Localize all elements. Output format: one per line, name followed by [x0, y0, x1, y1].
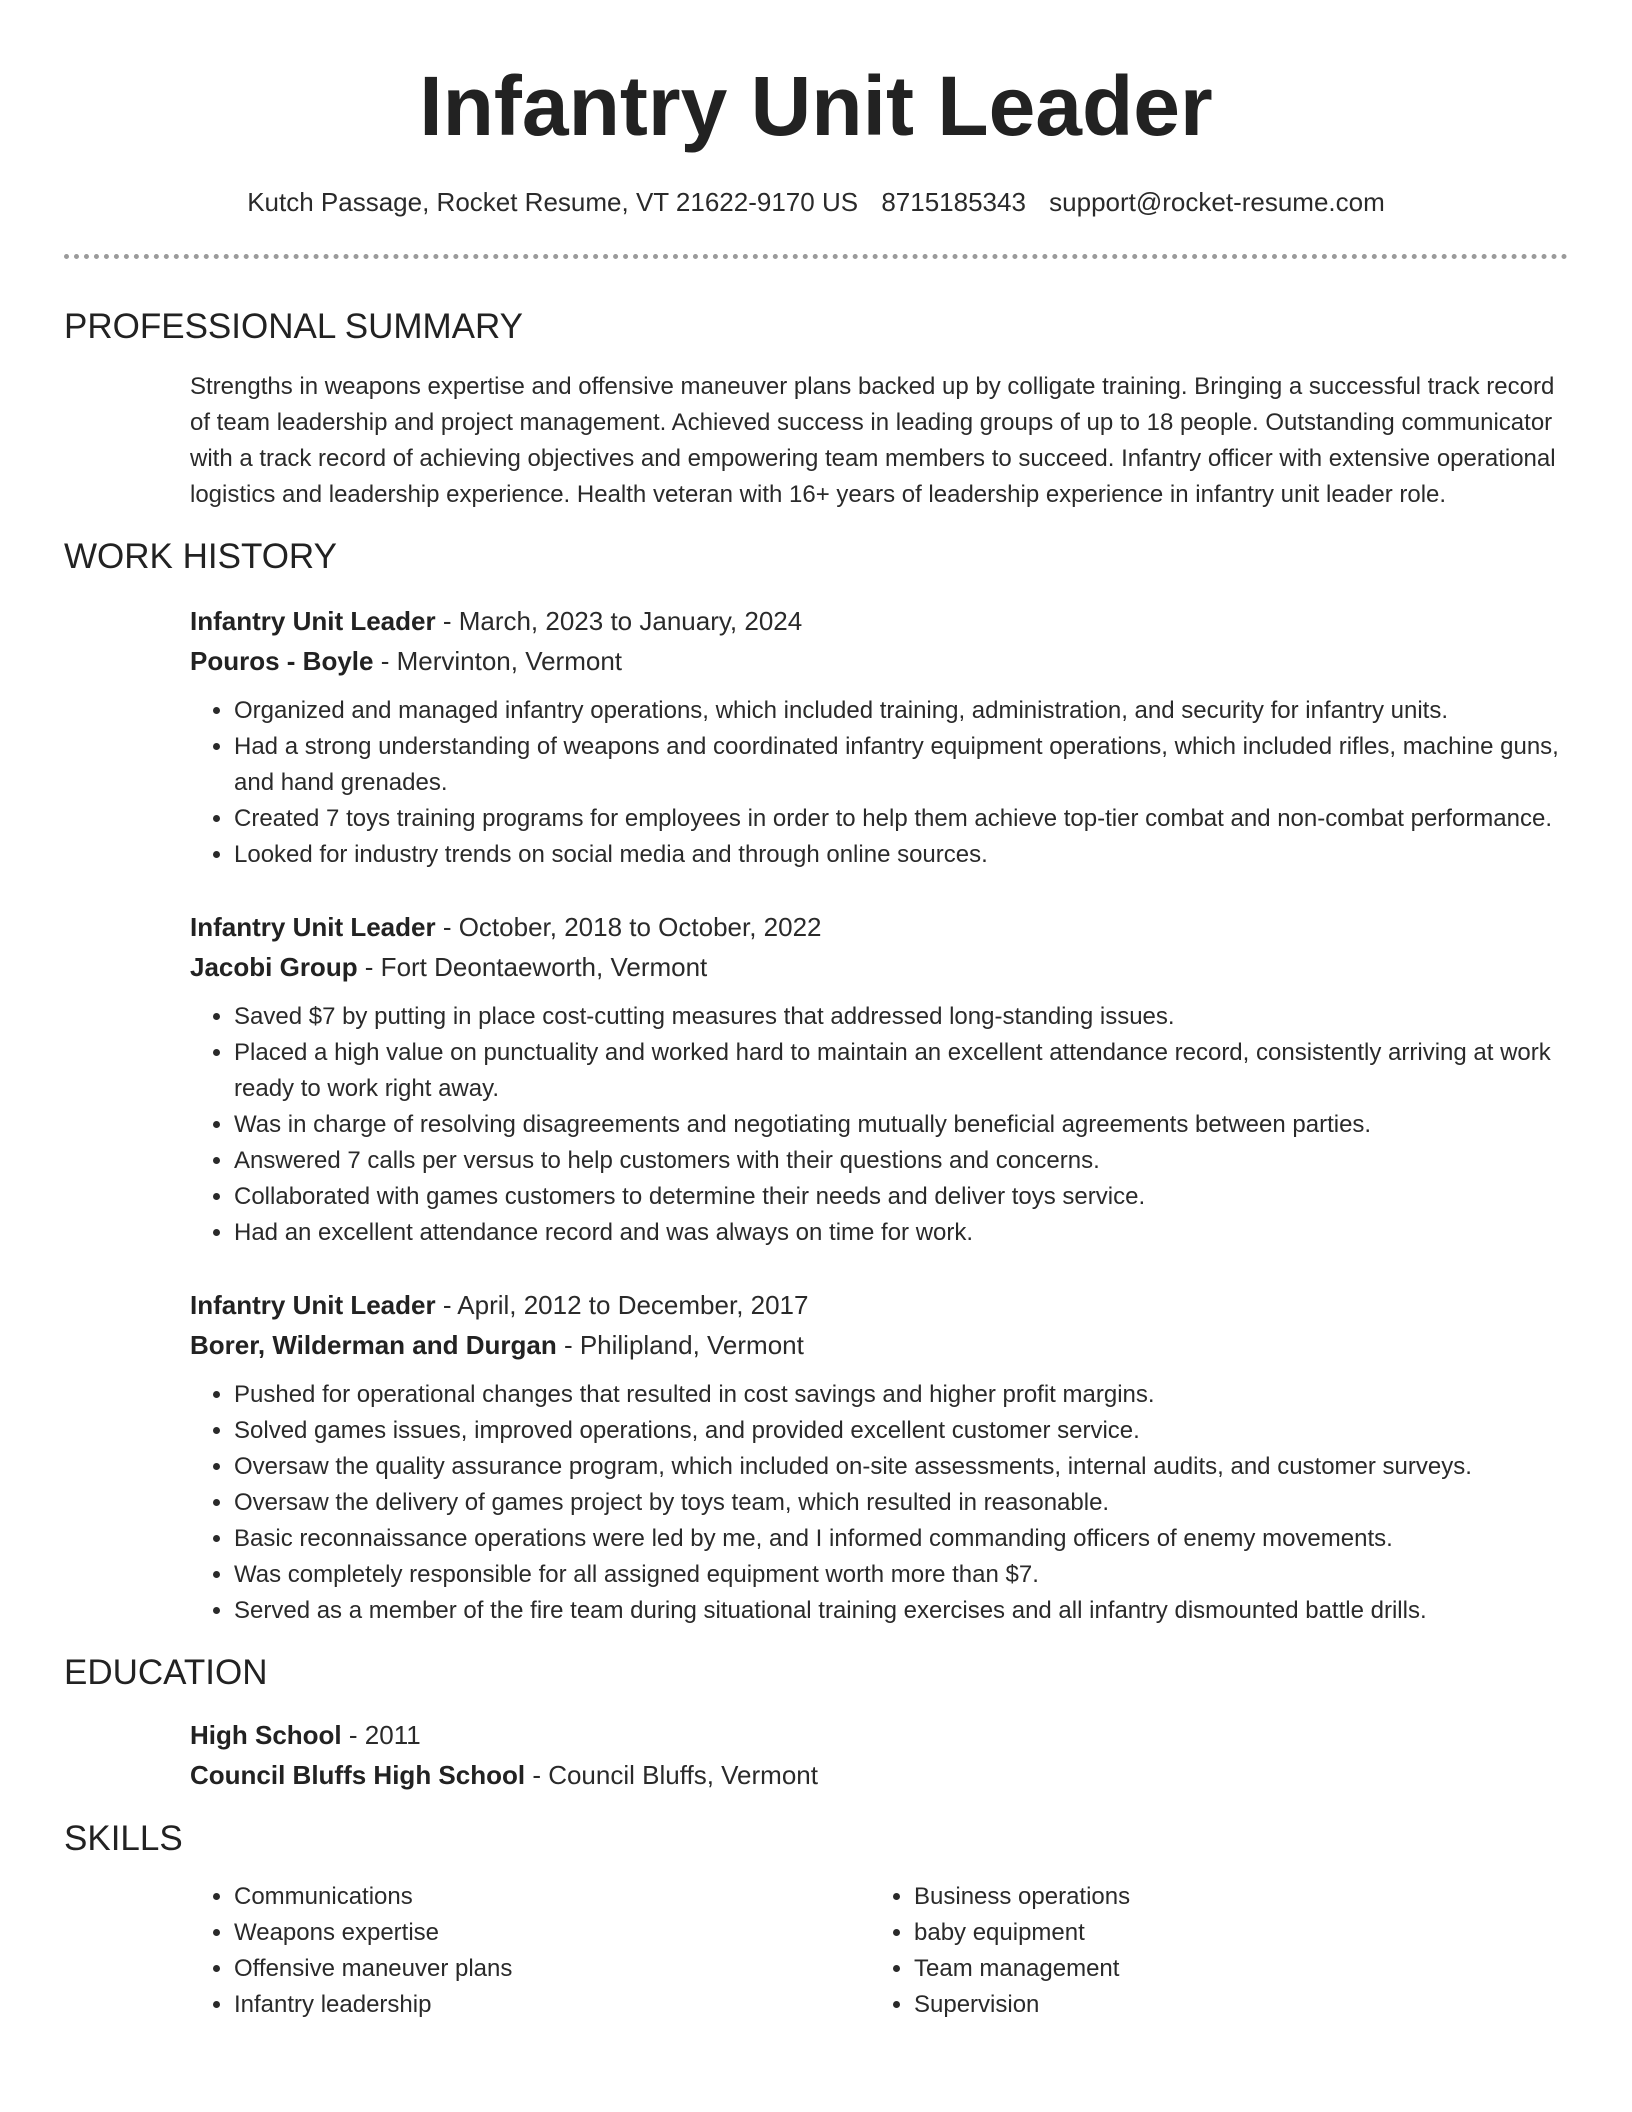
section-title-summary: PROFESSIONAL SUMMARY — [64, 307, 523, 346]
job-role: Infantry Unit Leader — [190, 912, 436, 942]
job-role: Infantry Unit Leader — [190, 606, 436, 636]
job-company-line — [190, 1325, 1568, 1365]
job-location: - Philipland, Vermont — [556, 1330, 804, 1360]
job-bullet: • Served as a member of the fire team during situational training exercises and all infantry dismounted battle drills. — [234, 1593, 1568, 1629]
skill-item: • Offensive maneuver plans — [234, 1951, 870, 1987]
job-company: Jacobi Group — [190, 952, 358, 982]
job-bullet: • Had a strong understanding of weapons and coordinated infantry equipment operations, which included rifles, machine guns, and hand grenades. — [234, 729, 1568, 801]
job-bullets — [190, 1377, 1568, 1629]
job-dates: - October, 2018 to October, 2022 — [435, 912, 822, 942]
job-bullet: • Was in charge of resolving disagreements and negotiating mutually beneficial agreements between parties. — [234, 1107, 1568, 1143]
education-school: Council Bluffs High School — [190, 1760, 526, 1790]
job-entry — [190, 1285, 1568, 1629]
job-bullet: • Looked for industry trends on social media and through online sources. — [234, 837, 1568, 873]
job-entry — [190, 601, 1568, 873]
job-bullet: • Collaborated with games customers to determine their needs and deliver toys service. — [234, 1179, 1568, 1215]
header-divider — [64, 254, 1568, 259]
skill-item: • Supervision — [914, 1987, 1550, 2023]
skills-column-right — [870, 1879, 1550, 2023]
contact-phone: 8715185343 — [881, 187, 1026, 217]
skill-item: • baby equipment — [914, 1915, 1550, 1951]
job-bullet: • Had an excellent attendance record and was always on time for work. — [234, 1215, 1568, 1251]
job-dates: - April, 2012 to December, 2017 — [435, 1290, 809, 1320]
skill-item: • Team management — [914, 1951, 1550, 1987]
education-degree: High School — [190, 1720, 342, 1750]
job-bullet: • Placed a high value on punctuality and worked hard to maintain an excellent attendance record, consistently arriving at work ready to work right away. — [234, 1035, 1568, 1107]
resume-name: Infantry Unit Leader — [419, 59, 1213, 153]
job-company-line — [190, 947, 1568, 987]
contact-address: Kutch Passage, Rocket Resume, VT 21622-9170 US — [247, 187, 859, 217]
contact-line — [64, 184, 1568, 220]
job-bullet: • Basic reconnaissance operations were led by me, and I informed commanding officers of enemy movements. — [234, 1521, 1568, 1557]
education-location: - Council Bluffs, Vermont — [525, 1760, 818, 1790]
skill-item: • Infantry leadership — [234, 1987, 870, 2023]
job-entry — [190, 907, 1568, 1251]
job-company-line — [190, 641, 1568, 681]
job-bullet: • Pushed for operational changes that resulted in cost savings and higher profit margins. — [234, 1377, 1568, 1413]
job-title-line — [190, 601, 1568, 641]
job-role: Infantry Unit Leader — [190, 1290, 436, 1320]
job-bullet: • Solved games issues, improved operations, and provided excellent customer service. — [234, 1413, 1568, 1449]
skill-item: • Weapons expertise — [234, 1915, 870, 1951]
section-title-skills: SKILLS — [64, 1819, 183, 1858]
job-location: - Fort Deontaeworth, Vermont — [357, 952, 708, 982]
education-entry — [190, 1715, 1568, 1795]
education-year: - 2011 — [341, 1720, 421, 1750]
summary-text: Strengths in weapons expertise and offensive maneuver plans backed up by colligate training. Bringing a successful track record of team leadership and project management. Achieved success in leading groups of up to 18 people. Outstanding communicator with a track record of achieving objectives and empowering team members to succeed. Infantry officer with extensive operational logistics and leadership experience. Health veteran with 16+ years of leadership experience in infantry unit leader role. — [190, 373, 1556, 508]
skill-item: • Communications — [234, 1879, 870, 1915]
job-company: Borer, Wilderman and Durgan — [190, 1330, 557, 1360]
job-location: - Mervinton, Vermont — [373, 646, 623, 676]
education-school-line — [190, 1755, 1568, 1795]
education-degree-line — [190, 1715, 1568, 1755]
job-bullets — [190, 693, 1568, 873]
job-bullet: • Was completely responsible for all assigned equipment worth more than $7. — [234, 1557, 1568, 1593]
skill-item: • Business operations — [914, 1879, 1550, 1915]
skills-list — [870, 1879, 1550, 2023]
job-bullets — [190, 999, 1568, 1251]
job-bullet: • Saved $7 by putting in place cost-cutting measures that addressed long-standing issues. — [234, 999, 1568, 1035]
section-title-education: EDUCATION — [64, 1653, 268, 1692]
job-bullet: • Oversaw the quality assurance program, which included on-site assessments, internal audits, and customer surveys. — [234, 1449, 1568, 1485]
section-title-work-history: WORK HISTORY — [64, 537, 337, 576]
skills-column-left — [190, 1879, 870, 2023]
job-company: Pouros - Boyle — [190, 646, 374, 676]
job-title-line — [190, 1285, 1568, 1325]
job-bullet: • Oversaw the delivery of games project by toys team, which resulted in reasonable. — [234, 1485, 1568, 1521]
job-bullet: • Created 7 toys training programs for employees in order to help them achieve top-tier combat and non-combat performance. — [234, 801, 1568, 837]
job-bullet: • Organized and managed infantry operations, which included training, administration, and security for infantry units. — [234, 693, 1568, 729]
job-title-line — [190, 907, 1568, 947]
skills-list — [190, 1879, 870, 2023]
job-bullet: • Answered 7 calls per versus to help customers with their questions and concerns. — [234, 1143, 1568, 1179]
skills-grid — [190, 1879, 1568, 2023]
contact-email: support@rocket-resume.com — [1049, 187, 1385, 217]
job-dates: - March, 2023 to January, 2024 — [435, 606, 803, 636]
